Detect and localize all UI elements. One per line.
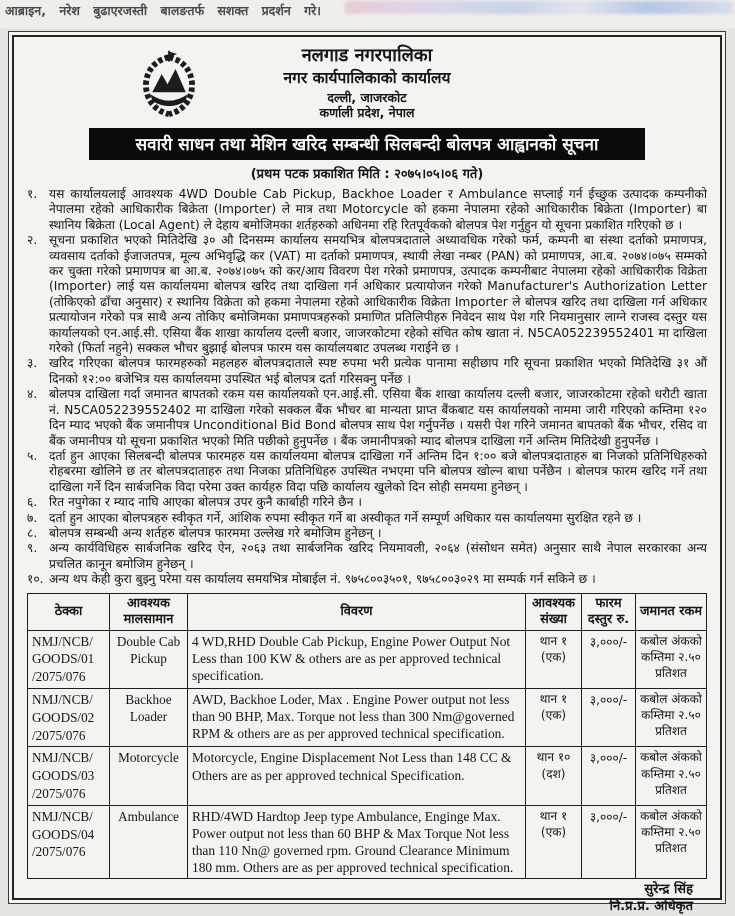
item-name-cell: Motorcycle [110,747,188,805]
quantity-cell [526,630,582,688]
form-fee-cell: ३,०००/- [582,688,636,746]
tender-notice-inner-frame [12,35,722,915]
contract-id-cell [28,630,110,688]
quantity-words: (दश) [541,766,566,781]
item-name-cell: Ambulance [110,805,188,879]
clause-text: खरिद गरिएका बोलपत्र फारमहरुको महलहरु बोलपत्रदाताले स्पष्ट रुपमा भरी प्रत्येक पानामा सहीछाप गरि सूचना प्रकाशित भएको मितिदेखि ३१ औं दिनको १२:०० बजेभित्र यस कार्यालयमा उपस्थित भई बोलपत्र दर्ता गरिसक्नु पर्नेछ । [49,356,707,386]
contract-id-line: /2075/076 [32,727,86,743]
table-row [28,630,707,688]
newsprint-photo-fragment [345,1,733,14]
bid-security-cell: कबोल अंकको कम्तिमा २.५० प्रतिशत [636,747,707,805]
tender-notice-document [8,31,726,915]
office-name: नगर कार्यपालिकाको कार्यालय [283,69,451,88]
quantity-words: (एक) [540,825,567,840]
col-header-description: विवरण [188,593,526,630]
clause-item-8 [27,526,707,541]
form-fee-cell: ३,०००/- [582,747,636,805]
quantity-value: थान १ [539,691,568,706]
bid-security-cell: कबोल अंकको कम्तिमा २.५० प्रतिशत [636,688,707,746]
procurement-table [27,593,707,880]
table-row [28,747,707,805]
contract-id-cell [28,688,110,746]
clause-item-6 [27,495,707,510]
office-province: कर्णाली प्रदेश, नेपाल [319,105,415,121]
clause-number: ६. [27,495,38,510]
table-header-row [28,593,707,630]
clause-number: ५. [27,448,38,463]
clause-item-10 [27,572,707,587]
contract-id-line: NMJ/NCB/ [32,750,93,766]
signatory-designation: नि.प्र.प्र. अधिकृत [609,899,693,915]
clause-item-2 [27,233,707,356]
municipality-name: नलगाड नगरपालिका [301,45,433,66]
signature-block [27,882,707,916]
contract-id-cell [28,747,110,805]
table-row [28,805,707,879]
table-row [28,688,707,746]
newsprint-headline: आब्राइन, नरेश बुढाएरजस्ती बालङतर्फ सशक्त प्रदर्शन गरे। [5,3,321,18]
publish-date-line: (प्रथम पटक प्रकाशित मिति : २०७५।०५।०६ गते) [250,167,484,183]
clause-text: अन्य थप केही कुरा बुझ्नु परेमा यस कार्यालय समयभित्र मोबाईल नं. ९७५८००३५०१, ९७५८००३०२९ मा सम्पर्क गर्न सकिने छ । [49,572,596,587]
col-header-item: आवश्यक मालसामान [110,593,188,630]
item-name-cell: Double Cab Pickup [110,630,188,688]
clause-item-9 [27,541,707,572]
contract-id-line: GOODS/02 [32,709,95,725]
form-fee-cell: ३,०००/- [582,805,636,879]
description-cell: RHD/4WD Hardtop Jeep type Ambulance, Enginge Max. Power output not less than 60 BHP & Max Torque Not less than 110 Nn@ governed rpm. Ground Clearance Minimum 180 mm. Others are as per approved technical specification. [188,805,526,879]
clause-text: दर्ता हुन आएका बोलपत्रहरु स्वीकृत गर्ने, आंशिक रुपमा स्वीकृत गर्ने बा अस्वीकृत गर्ने सम्पूर्ण अधिकार यस कार्यालयमा सुरक्षित रहने छ । [49,510,642,525]
contract-id-line: NMJ/NCB/ [32,691,93,707]
description-cell: 4 WD,RHD Double Cab Pickup, Engine Power Output Not Less than 100 KW & others are as per approved technical specification. [188,630,526,688]
col-header-bid-security: जमानत रकम [636,593,707,630]
clause-list [27,187,707,588]
col-header-contract: ठेक्का [28,593,110,630]
notice-title: सवारी साधन तथा मेशिन खरिद सम्बन्धी सिलबन्दी बोलपत्र आह्वानको सूचना [89,128,645,160]
contract-id-line: /2075/076 [32,844,86,860]
municipality-emblem-icon [132,50,206,120]
clause-item-3 [27,356,707,387]
contract-id-line: GOODS/01 [32,651,95,667]
contract-id-cell [28,805,110,879]
col-header-quantity: आवश्यक संख्या [526,593,582,630]
form-fee-cell: ३,०००/- [582,630,636,688]
quantity-cell [526,805,582,879]
clause-number: ४. [27,387,38,402]
clause-number: ३. [27,356,38,371]
office-address: दल्ली, जाजरकोट [327,89,407,105]
clause-number: ७. [27,510,38,525]
quantity-cell [526,688,582,746]
clause-text: बोलपत्र दाखिला गर्दा जमानत बापतको रकम यस कार्यालयको एन.आई.सी. एसिया बैंक शाखा कार्यालय दल्ली बजार, जाजरकोटमा रहेको धरौटी खाता नं. N5CA052239552402 मा दाखिला गरेको सक्कल बैंक भौचर बा मान्यता प्राप्त बैंकबाट यस कार्यालयको नाममा जारी गरिएको कम्तिमा १२० दिन म्याद भएको बैंक जमानीपत्र Unconditional Bid Bond बोलपत्र साथ पेश गर्नुपर्नेछ । यसरी पेश गरिने जमानत बापतको बैंक भौचर, रसिद वा बैंक जमानीपत्र यो सूचना प्रकाशित भएको मिति पछीको हुनुपर्नेछ । बैंक जमानीपत्रको म्याद बोलपत्र दाखिला गर्ने अन्तिम मितिदेखी हुनुपर्नेछ । [49,387,707,448]
contract-id-line: /2075/076 [32,786,86,802]
contract-id-line: NMJ/NCB/ [32,808,93,824]
contract-id-line: GOODS/03 [32,768,95,784]
bid-security-cell: कबोल अंकको कम्तिमा २.५० प्रतिशत [636,630,707,688]
clause-number: १. [27,187,38,202]
quantity-words: (एक) [540,708,567,723]
clause-text: सूचना प्रकाशित भएको मितिदेखि ३० औ दिनसम्म कार्यालय समयभित्र बोलपत्रदाताले अध्यावधिक गरेको फर्म, कम्पनी बा संस्था दर्ताको प्रमाणपत्र, व्यवसाय दर्ताको ईजाजतपत्र, मूल्य अभिवृद्धि कर (VAT) मा दर्ताको प्रमाणपत्र, स्थायी लेखा नम्बर (PAN) को प्रमाणपत्र, आ.ब. २०७४।०७५ सम्मको कर चुक्ता गरेको प्रमाणपत्र बा आ.ब. २०७४।०७५ को कर/आय विवरण पेश गरेको प्रमाणपत्र, उत्पादक कम्पनीबाट नेपालमा रहेको आधिकारीक विक्रेता (Importer) लाई यस कार्यालयमा बोलपत्र खरिद तथा दाखिला गर्न अधिकार प्रत्यायोजन गरेको Manufacturer's Authorization Letter (तोकिएको ढाँचा अनुसार) र स्थानिय विक्रेता को हकमा नेपालमा रहेको आधिकारीक विक्रेता Importer ले बोलपत्र खरिद तथा दाखिला गर्न अधिकार प्रत्यायोजन गरेको पत्र साथै अन्य तोकिए बमोजिमका प्रमाणपत्रहरुको प्रमाणित प्रतिलिपीहरु निवेदन साथ पेश गरि नियमानुसार लाग्ने राजस्व दस्तुर यस कार्यालयको एन.आई.सी. एसिया बैंक शाखा कार्यालय दल्ली बजार, जाजरकोटमा रहेको संचित कोष खाता नं. N5CA052239552401 मा दाखिला गरेको (फिर्ता नहुने) सक्कल भौचर बुझाई बोलपत्र फारम यस कार्यालयबाट उपलब्ध गराईने छ । [49,233,707,356]
clause-number: ९. [27,541,38,556]
clause-text: बोलपत्र सम्बन्धी अन्य शर्तहरु बोलपत्र फारममा उल्लेख गरे बमोजिम हुनेछन् । [49,525,382,540]
signatory-name: सुरेन्द्र सिंह [644,882,693,898]
clause-item-4 [27,387,707,449]
clause-text: यस कार्यालयलाई आवश्यक 4WD Double Cab Pickup, Backhoe Loader र Ambulance सप्लाई गर्न ईच्छुक उत्पादक कम्पनीको नेपालमा रहेको आधिकारीक बिक्रेता (Importer) ले मात्र तथा Motorcycle को हकमा नेपालमा रहेको आधिकारीक बिक्रेता (Importer) बा स्थानिय बिक्रेता (Local Agent) ले देहाय बमोजिमका शर्तहरुको अधिनमा रहि रितपूर्वकको बोलपत्र पेश गर्नुहुन यो सूचना प्रकाशित गरिएको छ । [49,187,707,232]
contract-id-line: NMJ/NCB/ [32,633,93,649]
clause-item-5 [27,449,707,495]
clause-text: अन्य कार्यविधिहरु सार्बजनिक खरिद ऐन, २०६३ तथा सार्बजनिक खरिद नियमावली, २०६४ (संसोधन समेत) अनुसार साथै नेपाल सरकारका अन्य प्रचलित कानून बमोजिम हुनेछन् । [49,541,707,571]
clause-text: रित नपुगेका र म्याद नाघि आएका बोलपत्र उपर कुनै कार्बाही गरिने छैन । [49,495,362,510]
quantity-cell [526,747,582,805]
clause-item-7 [27,511,707,526]
quantity-words: (एक) [540,649,567,664]
quantity-value: थान १ [539,633,568,648]
bid-security-cell: कबोल अंकको कम्तिमा २.५० प्रतिशत [636,805,707,879]
clause-number: २. [27,233,38,248]
quantity-value: थान १० [536,750,571,765]
letterhead [27,45,707,121]
item-name-cell: Backhoe Loader [110,688,188,746]
clause-item-1 [27,187,707,233]
clause-number: १०. [27,572,44,587]
col-header-form-fee: फारम दस्तुर रु. [582,593,636,630]
newsprint-top-strip [0,0,735,28]
quantity-value: थान १ [539,808,568,823]
description-cell: AWD, Backhoe Loder, Max . Engine Power output not less than 90 BHP, Max. Torque not less than 300 Nm@governed RPM & others are as per approved technical specification. [188,688,526,746]
contract-id-line: GOODS/04 [32,826,95,842]
clause-number: ८. [27,525,38,540]
description-cell: Motorcycle, Engine Displacement Not Less than 148 CC & Others are as per approved technical Specification. [188,747,526,805]
clause-text: दर्ता हुन आएका सिलबन्दी बोलपत्र फारमहरु यस कार्यालयमा बोलपत्र दाखिला गर्ने अन्तिम दिन १:०० बजे बोलपत्रदाताहरु बा निजको प्रतिनिधिहरुको रोहबरमा खोलिने छ तर बोलपत्रदाताहरु तथा निजका प्रतिनिधिहरु उपस्थित नभएमा पनि बोलपत्र खोल्न बाधा पर्नेछैन । बोलपत्र फारम खरिद गर्ने तथा दाखिला गर्ने दिन सार्बजनिक विदा परेमा उक्त कार्यहरु विदा पछि कार्यालय खुलेको दिन सोही समयमा हुनेछन् । [49,448,707,494]
contract-id-line: /2075/076 [32,669,86,685]
